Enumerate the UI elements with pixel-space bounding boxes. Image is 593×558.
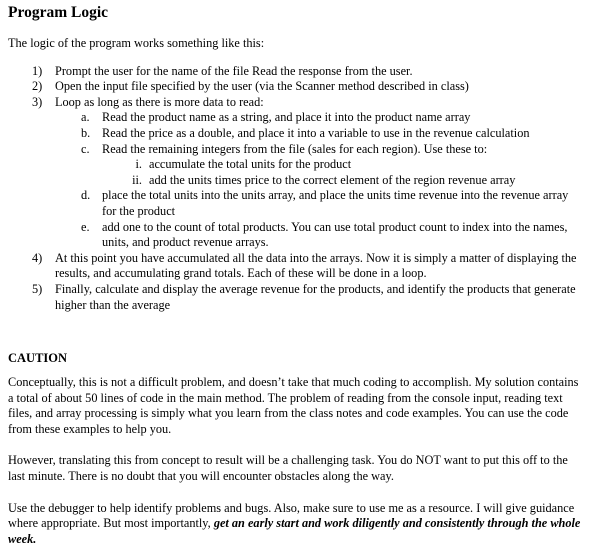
- substep-letter: a.: [81, 110, 90, 125]
- step-text: Open the input file specified by the user (via the Scanner method described in class): [55, 79, 469, 94]
- caution-emphasis: get an early start and work diligently and consistently through the whole week.: [8, 516, 581, 546]
- subsubstep-numeral: ii.: [132, 172, 142, 187]
- step-item-5: [8, 282, 585, 313]
- step-item-4: [8, 251, 585, 282]
- substep-text: Read the product name as a string, and place it into the product name array: [102, 110, 471, 125]
- substep-item-c: [55, 142, 585, 189]
- substep-item-b: [55, 126, 585, 142]
- step-text: Loop as long as there is more data to read:: [55, 94, 264, 109]
- substep-letter: d.: [81, 188, 91, 203]
- substep-item-a: [55, 110, 585, 126]
- step-text: Finally, calculate and display the average revenue for the products, and identify the products that generate higher than the average: [55, 281, 576, 312]
- step-item-2: [8, 79, 585, 95]
- subsubstep-text: accumulate the total units for the product: [149, 157, 352, 172]
- caution-paragraph-2: However, translating this from concept to result will be a challenging task. You do NOT want to put this off to the last minute. There is no doubt that you will encounter obstacles along the way.: [8, 453, 568, 484]
- step-text: Prompt the user for the name of the file Read the response from the user.: [55, 63, 413, 78]
- subsubstep-item-i: [102, 157, 585, 173]
- step-item-3: [8, 95, 585, 251]
- step-number: 5): [32, 281, 43, 296]
- substep-text: add one to the count of total products. You can use total product count to index into the names, units, and product revenue arrays.: [102, 219, 568, 250]
- substep-letter: e.: [81, 219, 90, 234]
- substep-letter: c.: [81, 141, 90, 156]
- substep-text: Read the price as a double, and place it into a variable to use in the revenue calculation: [102, 125, 530, 140]
- substep-text: Read the remaining integers from the file (sales for each region). Use these to:: [102, 141, 488, 156]
- subsubsteps-list: [102, 157, 585, 188]
- subsubstep-numeral: i.: [135, 157, 142, 172]
- step-number: 4): [32, 250, 43, 265]
- step-number: 2): [32, 79, 43, 94]
- subsubstep-item-ii: [102, 173, 585, 189]
- caution-paragraph-3: [8, 501, 585, 548]
- caution-paragraph-3-lead: Use the debugger to help identify problems and bugs. Also, make sure to use me as a resource. I will give guidance where appropriate. But most importantly,: [8, 500, 575, 531]
- step-item-1: [8, 64, 585, 80]
- substep-text: place the total units into the units array, and place the units time revenue into the revenue array for the product: [102, 188, 569, 218]
- steps-list: [8, 64, 585, 314]
- substep-item-d: [55, 188, 585, 219]
- page-title: Program Logic: [8, 4, 109, 21]
- step-number: 3): [32, 94, 43, 109]
- substeps-list: [55, 110, 585, 250]
- subsubstep-text: add the units times price to the correct element of the region revenue array: [149, 172, 516, 187]
- substep-item-e: [55, 220, 585, 251]
- caution-paragraph-1: Conceptually, this is not a difficult problem, and doesn’t take that much coding to accomplish. My solution contains a total of about 50 lines of code in the main method. The problem of reading from the console input, reading text files, and array processing is simply what you learn from the class notes and code examples. You can use the code from these examples to help you.: [8, 375, 579, 436]
- caution-heading: CAUTION: [8, 351, 68, 366]
- intro-text: The logic of the program works something like this:: [8, 36, 265, 50]
- step-text: At this point you have accumulated all the data into the arrays. Now it is simply a matter of displaying the results, and accumulating grand totals. Each of these will be done in a loop.: [55, 250, 577, 281]
- substep-letter: b.: [81, 125, 91, 140]
- step-number: 1): [32, 63, 43, 78]
